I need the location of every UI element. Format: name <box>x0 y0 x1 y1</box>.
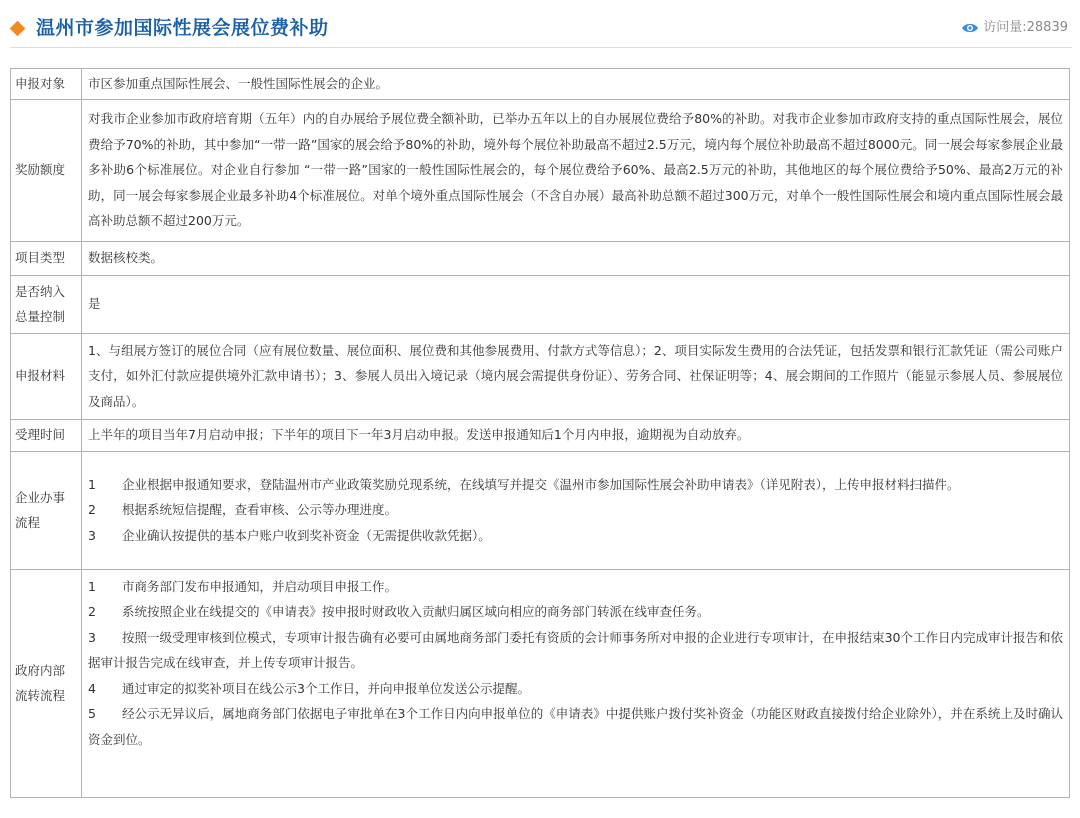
step-number: 3 <box>88 527 96 543</box>
row-content: 是 <box>82 275 1070 333</box>
row-label: 政府内部流转流程 <box>11 569 82 797</box>
header-divider <box>10 47 1072 48</box>
step-text: 市商务部门发布申报通知，并启动项目申报工作。 <box>122 578 398 594</box>
table-row <box>11 569 1070 797</box>
step-text: 根据系统短信提醒，查看审核、公示等办理进度。 <box>122 502 398 518</box>
step-number: 2 <box>88 604 96 619</box>
view-count <box>961 19 1068 37</box>
row-label: 项目类型 <box>11 241 82 275</box>
page-title: 温州市参加国际性展会展位费补助 <box>36 17 329 39</box>
list-item <box>88 497 1063 523</box>
step-number: 1 <box>88 578 96 594</box>
step-text: 企业确认按提供的基本户账户收到奖补资金（无需提供收款凭据）。 <box>122 527 491 543</box>
diamond-bullet-icon <box>10 21 26 37</box>
table-row <box>11 275 1070 333</box>
step-text: 企业根据申报通知要求，登陆温州市产业政策奖励兑现系统，在线填写并提交《温州市参加国际性展会补助申请表》（详见附表），上传申报材料扫描件。 <box>122 476 960 492</box>
step-number: 2 <box>88 502 96 518</box>
row-label: 企业办事流程 <box>11 451 82 569</box>
row-content: 对我市企业参加市政府培育期（五年）内的自办展给予展位费全额补助，已举办五年以上的自办展展位费给予80%的补助。对我市企业参加市政府支持的重点国际性展会，展位费给予70%的补助，其中参加“一带一路”国家的展会给予80%的补助，境外每个展位补助最高不超过2.5万元，境内每个展位补助最高不超过8000元。同一展会每家参展企业最多补助6个标准展位。对企业自行参加 “一带一路”国家的一般性国际性展会的，每个展位费给予60%、最高2.5万元的补助，其他地区的每个展位费给予50%、最高2万元的补助，同一展会每家参展企业最多补助4个标准展位。对单个境外重点国际性展会（不含自办展）最高补助总额不超过300万元，对单个一般性国际性展会和境内重点国际性展会最高补助总额不超过200万元。 <box>82 99 1070 241</box>
step-text: 经公示无异议后，属地商务部门依据电子审批单在3个工作日内向申报单位的《申请表》中提供账户拨付奖补资金（功能区财政直接拨付给企业除外），并在系统上及时确认资金到位。 <box>88 706 1063 747</box>
government-steps <box>82 569 1070 797</box>
table-row <box>11 99 1070 241</box>
page-header <box>0 0 1080 56</box>
list-item <box>88 523 1063 549</box>
step-text: 通过审定的拟奖补项目在线公示3个工作日，并向申报单位发送公示提醒。 <box>122 680 530 696</box>
table-row <box>11 333 1070 419</box>
row-label: 申报材料 <box>11 333 82 419</box>
list-item <box>88 701 1063 752</box>
row-content: 数据核校类。 <box>82 241 1070 275</box>
table-row <box>11 419 1070 451</box>
row-content: 1、与组展方签订的展位合同（应有展位数量、展位面积、展位费和其他参展费用、付款方式等信息）；2、项目实际发生费用的合法凭证，包括发票和银行汇款凭证（需公司账户支付，如外汇付款应提供境外汇款申请书）；3、参展人员出入境记录（境内展会需提供身份证）、劳务合同、社保证明等；4、展会期间的工作照片（能显示参展人员、参展展位及商品）。 <box>82 333 1070 419</box>
enterprise-steps <box>82 451 1070 569</box>
subsidy-info-table <box>10 68 1070 798</box>
row-label: 是否纳入总量控制 <box>11 275 82 333</box>
list-item <box>88 625 1063 676</box>
row-content: 市区参加重点国际性展会、一般性国际性展会的企业。 <box>82 69 1070 100</box>
step-number: 5 <box>88 706 96 721</box>
view-count-text: 访问量:28839 <box>983 20 1068 35</box>
step-number: 3 <box>88 629 96 645</box>
step-text: 系统按照企业在线提交的《申请表》按申报时财政收入贡献归属区域向相应的商务部门转派在线审查任务。 <box>122 604 710 619</box>
row-label: 受理时间 <box>11 419 82 451</box>
list-item <box>88 676 1063 702</box>
table-row <box>11 69 1070 100</box>
row-label: 奖励额度 <box>11 99 82 241</box>
list-item <box>88 472 1063 498</box>
step-text: 按照一级受理审核到位模式，专项审计报告确有必要可由属地商务部门委托有资质的会计师事务所对申报的企业进行专项审计，在申报结束30个工作日内完成审计报告和依据审计报告完成在线审查，并上传专项审计报告。 <box>88 629 1063 670</box>
row-content: 上半年的项目当年7月启动申报；下半年的项目下一年3月启动申报。发送申报通知后1个月内申报，逾期视为自动放弃。 <box>82 419 1070 451</box>
eye-icon <box>961 22 979 34</box>
step-number: 4 <box>88 680 96 696</box>
row-label: 申报对象 <box>11 69 82 100</box>
step-number: 1 <box>88 476 96 492</box>
table-row <box>11 451 1070 569</box>
table-row <box>11 241 1070 275</box>
list-item <box>88 574 1063 600</box>
list-item <box>88 599 1063 625</box>
